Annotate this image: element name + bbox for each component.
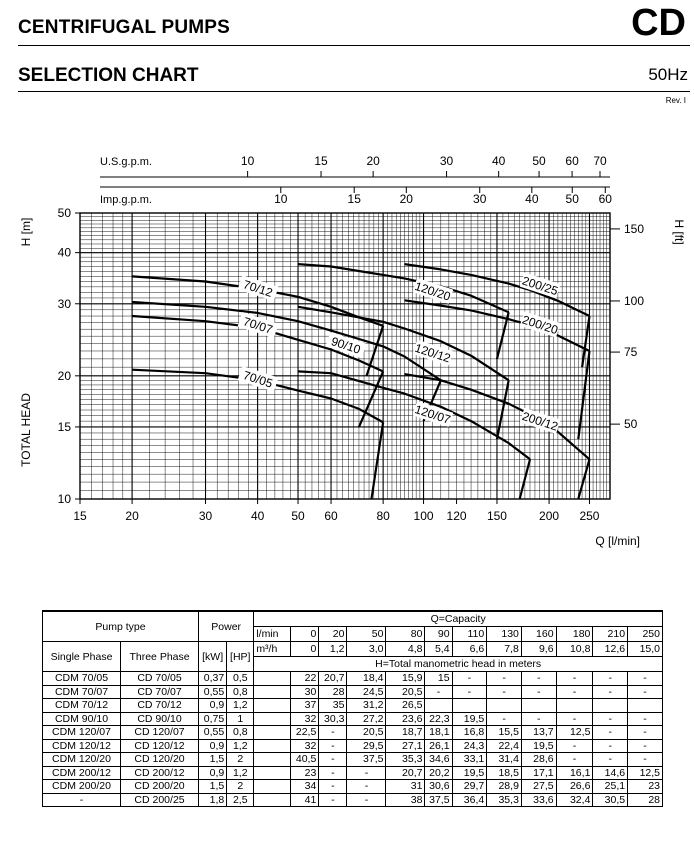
power-kw: 1,8 [199, 793, 227, 807]
head-value: - [425, 685, 452, 699]
power-kw: 1,5 [199, 753, 227, 767]
curve-limit-segment [578, 459, 589, 499]
curve-limit-segment [359, 371, 383, 427]
m3h-value: 12,6 [593, 642, 628, 657]
table-row [43, 793, 663, 807]
impgpm-tick-label: 20 [399, 192, 413, 206]
single-phase-model: CDM 90/10 [43, 712, 121, 726]
curve-label: 200/20 [520, 312, 560, 338]
head-value: 13,7 [521, 726, 556, 740]
x-tick-label: 20 [125, 509, 139, 523]
head-value: 35 [319, 699, 347, 713]
impgpm-label: Imp.g.p.m. [100, 194, 152, 206]
y-tick-label: 30 [57, 296, 71, 311]
table-row [43, 685, 663, 699]
head-value: 18,1 [425, 726, 452, 740]
header-divider [18, 45, 690, 46]
head-value: - [347, 766, 386, 780]
three-phase-model: CD 200/12 [121, 766, 199, 780]
head-value: 41 [291, 793, 319, 807]
power-hp: 1 [227, 712, 254, 726]
lmin-value: 20 [319, 627, 347, 642]
curve-label: 70/12 [241, 277, 275, 300]
lmin-value: 250 [628, 627, 663, 642]
head-value: 19,5 [452, 766, 487, 780]
three-phase-model: CD 120/20 [121, 753, 199, 767]
head-value: - [319, 793, 347, 807]
blank-cell [254, 766, 291, 780]
single-phase-model: CDM 120/12 [43, 739, 121, 753]
head-value: - [521, 685, 556, 699]
m3h-value: 1,2 [319, 642, 347, 657]
usgpm-tick-label: 15 [314, 154, 328, 168]
impgpm-tick-label: 60 [598, 192, 612, 206]
head-value: 29,5 [347, 739, 386, 753]
impgpm-tick-label: 15 [347, 192, 361, 206]
head-value: - [556, 739, 593, 753]
head-value: 19,5 [452, 712, 487, 726]
curve-label: 120/07 [413, 402, 453, 427]
head-value: - [556, 712, 593, 726]
usgpm-tick-label: 40 [491, 154, 506, 168]
head-value: 22 [291, 672, 319, 686]
head-value: 20,2 [425, 766, 452, 780]
head-value: 31,4 [487, 753, 522, 767]
head-value: 27,5 [521, 780, 556, 794]
impgpm-tick-label: 30 [473, 192, 487, 206]
three-phase-model: CD 90/10 [121, 712, 199, 726]
head-value: 28,9 [487, 780, 522, 794]
head-value: 28 [628, 793, 663, 807]
revision-label: Rev. I [665, 96, 686, 105]
three-phase-model: CD 120/07 [121, 726, 199, 740]
single-phase-model: - [43, 793, 121, 807]
power-kw: 0,55 [199, 726, 227, 740]
head-value: 20,5 [347, 726, 386, 740]
blank-cell [254, 699, 291, 713]
head-value: - [628, 712, 663, 726]
head-value: 38 [386, 793, 425, 807]
blank-cell [254, 793, 291, 807]
blank-cell [254, 672, 291, 686]
head-value: 24,5 [347, 685, 386, 699]
lmin-label: l/min [254, 627, 291, 642]
head-value: 30,3 [319, 712, 347, 726]
lmin-value: 110 [452, 627, 487, 642]
blank-cell [254, 780, 291, 794]
curve-90-10 [132, 302, 441, 380]
head-value: - [593, 726, 628, 740]
head-value: 15,5 [487, 726, 522, 740]
three-phase-model: CD 70/05 [121, 672, 199, 686]
ft-tick-label: 75 [624, 345, 638, 360]
head-value: 15 [425, 672, 452, 686]
head-value: 40,5 [291, 753, 319, 767]
y-tick-label: 50 [57, 206, 71, 220]
x-tick-label: 80 [376, 509, 390, 523]
lmin-value: 130 [487, 627, 522, 642]
head-value: 25,1 [593, 780, 628, 794]
head-value: 26,1 [425, 739, 452, 753]
power-kw: 0,55 [199, 685, 227, 699]
head-value: - [521, 712, 556, 726]
head-value: - [593, 739, 628, 753]
lmin-value: 180 [556, 627, 593, 642]
head-value: - [556, 672, 593, 686]
head-value: - [452, 685, 487, 699]
y-axis-unit-left: H [m] [19, 217, 33, 247]
head-value: 26,5 [386, 699, 425, 713]
table-row [43, 739, 663, 753]
three-phase-model: CD 70/07 [121, 685, 199, 699]
hp-header: [HP] [227, 642, 254, 672]
head-value: 26,6 [556, 780, 593, 794]
head-value: 22,4 [487, 739, 522, 753]
head-value: 28,6 [521, 753, 556, 767]
blank-cell [254, 753, 291, 767]
impgpm-tick-label: 50 [565, 192, 579, 206]
power-hp: 1,2 [227, 766, 254, 780]
head-value: 32 [291, 712, 319, 726]
x-tick-label: 150 [486, 509, 507, 523]
ft-tick-label: 100 [624, 293, 645, 308]
head-value: - [319, 739, 347, 753]
power-kw: 0,9 [199, 766, 227, 780]
y-axis-unit-right: H [ft] [672, 219, 686, 245]
head-value: - [487, 685, 522, 699]
usgpm-tick-label: 60 [565, 154, 579, 168]
head-value: 33,6 [521, 793, 556, 807]
power-hp: 0,5 [227, 672, 254, 686]
head-value: 37,5 [425, 793, 452, 807]
head-value: - [487, 672, 522, 686]
head-value: 30,5 [593, 793, 628, 807]
power-kw: 1,5 [199, 780, 227, 794]
single-phase-model: CDM 70/12 [43, 699, 121, 713]
head-value: 37 [291, 699, 319, 713]
head-value: 16,1 [556, 766, 593, 780]
y-axis-label: TOTAL HEAD [19, 393, 33, 467]
head-value: 15,9 [386, 672, 425, 686]
head-value: 30 [291, 685, 319, 699]
lmin-value: 90 [425, 627, 452, 642]
head-value: 30,6 [425, 780, 452, 794]
power-hp: 2,5 [227, 793, 254, 807]
head-value: 16,8 [452, 726, 487, 740]
power-kw: 0,9 [199, 739, 227, 753]
head-value: 34,6 [425, 753, 452, 767]
head-value: 31 [386, 780, 425, 794]
blank-cell [254, 739, 291, 753]
m3h-value: 5,4 [425, 642, 452, 657]
m3h-value: 4,8 [386, 642, 425, 657]
single-phase-model: CDM 200/20 [43, 780, 121, 794]
impgpm-tick-label: 10 [274, 192, 288, 206]
selection-chart [0, 140, 694, 560]
single-phase-model: CDM 70/07 [43, 685, 121, 699]
x-tick-label: 30 [198, 509, 213, 523]
m3h-label: m³/h [254, 642, 291, 657]
capacity-header: Q=Capacity [254, 611, 663, 627]
curve-limit-segment [578, 351, 589, 439]
curve-label: 200/12 [520, 408, 560, 434]
head-value: 35,3 [487, 793, 522, 807]
head-value [628, 699, 663, 713]
curve-label: 90/10 [329, 334, 363, 357]
head-value: - [556, 753, 593, 767]
head-value [593, 699, 628, 713]
usgpm-tick-label: 70 [593, 154, 607, 168]
head-value [521, 699, 556, 713]
head-value: - [628, 685, 663, 699]
single-phase-model: CDM 120/20 [43, 753, 121, 767]
page-subtitle: SELECTION CHART [18, 65, 199, 86]
head-value: 32 [291, 739, 319, 753]
m3h-value: 0 [291, 642, 319, 657]
head-value: 24,3 [452, 739, 487, 753]
pump-type-header: Pump type [43, 611, 199, 642]
head-value: 18,7 [386, 726, 425, 740]
y-tick-label: 15 [57, 419, 71, 434]
ft-tick-label: 50 [624, 417, 638, 432]
head-value: - [593, 712, 628, 726]
head-value: 17,1 [521, 766, 556, 780]
head-value: 19,5 [521, 739, 556, 753]
head-value [425, 699, 452, 713]
curve-label: 200/25 [520, 273, 560, 299]
three-phase-model: CD 200/25 [121, 793, 199, 807]
head-value: 28 [319, 685, 347, 699]
curve-limit-segment [371, 422, 383, 499]
curve-label: 70/07 [241, 314, 275, 337]
page-title: CENTRIFUGAL PUMPS [18, 17, 231, 38]
head-value: 20,5 [386, 685, 425, 699]
power-kw: 0,75 [199, 712, 227, 726]
head-value: 36,4 [452, 793, 487, 807]
head-value: - [628, 672, 663, 686]
curve-label: 70/05 [241, 368, 275, 391]
three-phase-model: CD 200/20 [121, 780, 199, 794]
head-value: - [319, 753, 347, 767]
head-value: 23,6 [386, 712, 425, 726]
x-tick-label: 200 [539, 509, 560, 523]
table-row [43, 780, 663, 794]
blank-cell [254, 726, 291, 740]
head-value: - [319, 726, 347, 740]
head-value: 32,4 [556, 793, 593, 807]
blank-cell [254, 685, 291, 699]
x-tick-label: 60 [324, 509, 338, 523]
three-phase-model: CD 70/12 [121, 699, 199, 713]
head-value: 18,5 [487, 766, 522, 780]
head-value: 18,4 [347, 672, 386, 686]
single-phase-model: CDM 70/05 [43, 672, 121, 686]
m3h-value: 7,8 [487, 642, 522, 657]
power-hp: 0,8 [227, 726, 254, 740]
head-value [487, 699, 522, 713]
head-value: 22,3 [425, 712, 452, 726]
impgpm-tick-label: 40 [525, 192, 539, 206]
x-tick-label: 50 [291, 509, 305, 523]
usgpm-tick-label: 20 [366, 154, 380, 168]
power-kw: 0,9 [199, 699, 227, 713]
head-value: 27,1 [386, 739, 425, 753]
head-value: - [628, 753, 663, 767]
table-row [43, 699, 663, 713]
lmin-value: 0 [291, 627, 319, 642]
usgpm-tick-label: 10 [240, 154, 255, 168]
head-value [556, 699, 593, 713]
power-header: Power [199, 611, 254, 642]
x-tick-label: 250 [579, 509, 600, 523]
head-value [452, 699, 487, 713]
power-hp: 0,8 [227, 685, 254, 699]
head-value: - [487, 712, 522, 726]
head-value: 27,2 [347, 712, 386, 726]
ft-tick-label: 150 [624, 221, 645, 236]
head-value: - [593, 685, 628, 699]
table-row [43, 672, 663, 686]
m3h-value: 15,0 [628, 642, 663, 657]
usgpm-label: U.S.g.p.m. [100, 156, 152, 168]
head-value: 34 [291, 780, 319, 794]
table-row [43, 753, 663, 767]
head-value: - [628, 739, 663, 753]
head-value: 33,1 [452, 753, 487, 767]
product-code: CD [631, 2, 686, 44]
x-tick-label: 100 [413, 509, 434, 523]
head-value: - [628, 726, 663, 740]
y-tick-label: 40 [57, 245, 71, 260]
head-value: - [521, 672, 556, 686]
m3h-value: 6,6 [452, 642, 487, 657]
head-label: H=Total manometric head in meters [254, 657, 663, 672]
head-value: 37,5 [347, 753, 386, 767]
head-value: - [319, 766, 347, 780]
head-value: 20,7 [319, 672, 347, 686]
table-row [43, 726, 663, 740]
x-tick-label: 15 [73, 509, 87, 523]
x-axis-label: Q [l/min] [595, 534, 640, 548]
power-hp: 1,2 [227, 699, 254, 713]
curve-label: 120/12 [413, 340, 453, 366]
head-value: - [347, 780, 386, 794]
blank-cell [254, 712, 291, 726]
head-value: - [319, 780, 347, 794]
three-phase-header: Three Phase [121, 642, 199, 672]
frequency-label: 50Hz [648, 65, 688, 84]
head-value: - [347, 793, 386, 807]
three-phase-model: CD 120/12 [121, 739, 199, 753]
table-header-row [43, 642, 663, 657]
kw-header: [kW] [199, 642, 227, 672]
m3h-value: 10,8 [556, 642, 593, 657]
head-value: 20,7 [386, 766, 425, 780]
head-value: 29,7 [452, 780, 487, 794]
head-value: 12,5 [628, 766, 663, 780]
power-hp: 1,2 [227, 739, 254, 753]
lmin-value: 80 [386, 627, 425, 642]
head-value: 35,3 [386, 753, 425, 767]
head-value: - [556, 685, 593, 699]
lmin-value: 50 [347, 627, 386, 642]
y-tick-label: 10 [57, 492, 71, 506]
x-tick-label: 120 [446, 509, 467, 523]
single-phase-model: CDM 200/12 [43, 766, 121, 780]
table-row [43, 712, 663, 726]
head-value: 23 [628, 780, 663, 794]
performance-table [42, 610, 663, 807]
head-value: - [593, 753, 628, 767]
head-value: - [593, 672, 628, 686]
pump-curves [132, 264, 589, 499]
single-phase-model: CDM 120/07 [43, 726, 121, 740]
power-hp: 2 [227, 780, 254, 794]
x-tick-label: 40 [250, 509, 265, 523]
lmin-value: 160 [521, 627, 556, 642]
power-kw: 0,37 [199, 672, 227, 686]
table-header-row [43, 611, 663, 627]
head-value: - [452, 672, 487, 686]
head-value: 22,5 [291, 726, 319, 740]
curve-label: 120/20 [413, 279, 453, 304]
head-value: 12,5 [556, 726, 593, 740]
head-value: 14,6 [593, 766, 628, 780]
power-hp: 2 [227, 753, 254, 767]
single-phase-header: Single Phase [43, 642, 121, 672]
head-value: 23 [291, 766, 319, 780]
m3h-value: 9,6 [521, 642, 556, 657]
head-value: 31,2 [347, 699, 386, 713]
table-row [43, 766, 663, 780]
lmin-value: 210 [593, 627, 628, 642]
usgpm-tick-label: 30 [439, 154, 454, 168]
usgpm-tick-label: 50 [532, 154, 546, 168]
y-tick-label: 20 [57, 368, 71, 383]
m3h-value: 3,0 [347, 642, 386, 657]
subtitle-divider [18, 91, 690, 92]
